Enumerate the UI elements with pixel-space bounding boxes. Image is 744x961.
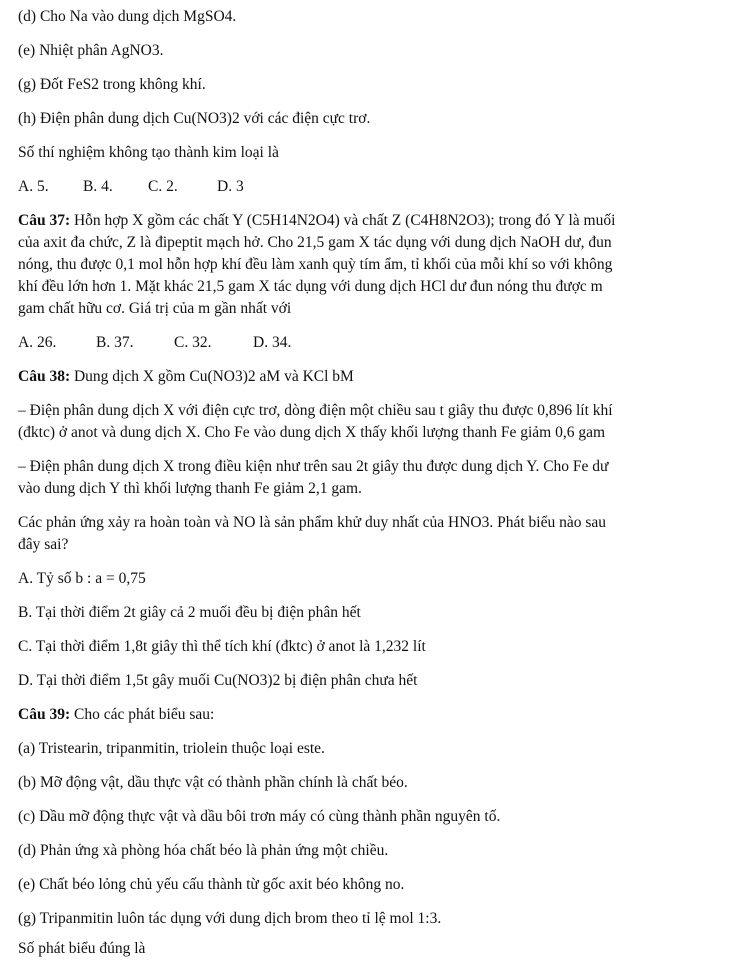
q37-line-1: Câu 37: Hỗn hợp X gồm các chất Y (C5H14N2O4) và chất Z (C4H8N2O3); trong đó Y là muối <box>18 212 616 229</box>
q39-intro: Câu 39: Cho các phát biểu sau: <box>18 706 215 723</box>
q39-statement-b: (b) Mỡ động vật, dầu thực vật có thành phần chính là chất béo. <box>18 774 408 791</box>
option-a: A. 26. <box>18 334 57 351</box>
option-c: C. 2. <box>148 178 178 195</box>
q38-option-c: C. Tại thời điểm 1,8t giây thì thể tích khí (đktc) ở anot là 1,232 lít <box>18 638 426 655</box>
option-a: A. 5. <box>18 178 49 195</box>
q38-p2-line-2: vào dung dịch Y thì khối lượng thanh Fe giảm 2,1 gam. <box>18 480 362 497</box>
prev-statement-e: (e) Nhiệt phân AgNO3. <box>18 42 164 59</box>
q38-p3-line-1: Các phản ứng xảy ra hoàn toàn và NO là sản phẩm khử duy nhất của HNO3. Phát biểu nào sau <box>18 514 607 531</box>
q38-intro: Câu 38: Dung dịch X gồm Cu(NO3)2 aM và KCl bM <box>18 368 354 385</box>
q38-label: Câu 38: <box>18 368 71 385</box>
option-c: C. 32. <box>174 334 212 351</box>
q39-statement-g: (g) Tripanmitin luôn tác dụng với dung dịch brom theo tỉ lệ mol 1:3. <box>18 910 442 927</box>
q38-p1-line-1: – Điện phân dung dịch X với điện cực trơ, dòng điện một chiều sau t giây thu được 0,896 lít khí <box>18 402 613 419</box>
option-b: B. 37. <box>96 334 134 351</box>
option-b: B. 4. <box>83 178 113 195</box>
option-d: D. 3 <box>217 178 244 195</box>
q37-line-4: khí đều lớn hơn 1. Mặt khác 21,5 gam X tác dụng với dung dịch HCl dư đun nóng thu được m <box>18 278 603 295</box>
q39-statement-a: (a) Tristearin, tripanmitin, triolein thuộc loại este. <box>18 740 325 757</box>
q39-statement-d: (d) Phản ứng xà phòng hóa chất béo là phản ứng một chiều. <box>18 842 389 859</box>
q38-p3-line-2: đây sai? <box>18 536 69 553</box>
q39-label: Câu 39: <box>18 706 71 723</box>
prev-statement-d: (d) Cho Na vào dung dịch MgSO4. <box>18 8 237 25</box>
prev-statement-g: (g) Đốt FeS2 trong không khí. <box>18 76 206 93</box>
q37-label: Câu 37: <box>18 212 71 229</box>
prev-options <box>18 176 244 197</box>
q39-statement-e: (e) Chất béo lỏng chủ yếu cấu thành từ gốc axit béo không no. <box>18 876 405 893</box>
option-d: D. 34. <box>253 334 292 351</box>
q38-option-b: B. Tại thời điểm 2t giây cả 2 muối đều bị điện phân hết <box>18 604 361 621</box>
q37-line-5: gam chất hữu cơ. Giá trị của m gần nhất với <box>18 300 292 317</box>
q38-p2-line-1: – Điện phân dung dịch X trong điều kiện như trên sau 2t giây thu được dung dịch Y. Cho Fe dư <box>18 458 609 475</box>
prev-statement-h: (h) Điện phân dung dịch Cu(NO3)2 với các điện cực trơ. <box>18 110 371 127</box>
q37-line-3: nóng, thu được 0,1 mol hỗn hợp khí đều làm xanh quỳ tím ẩm, tỉ khối của mỗi khí so với không <box>18 256 613 273</box>
q37-options <box>18 332 291 353</box>
q39-question: Số phát biểu đúng là <box>18 940 146 957</box>
q39-statement-c: (c) Dầu mỡ động thực vật và dầu bôi trơn máy có cùng thành phần nguyên tố. <box>18 808 501 825</box>
q38-option-a: A. Tỷ số b : a = 0,75 <box>18 570 146 587</box>
q38-p1-line-2: (đktc) ở anot và dung dịch X. Cho Fe vào dung dịch X thấy khối lượng thanh Fe giảm 0,6 gam <box>18 424 606 441</box>
prev-question: Số thí nghiệm không tạo thành kim loại là <box>18 144 279 161</box>
q38-option-d: D. Tại thời điểm 1,5t gây muối Cu(NO3)2 bị điện phân chưa hết <box>18 672 418 689</box>
q37-line-2: của axit đa chức, Z là đipeptit mạch hở. Cho 21,5 gam X tác dụng với dung dịch NaOH dư, đun <box>18 234 612 251</box>
